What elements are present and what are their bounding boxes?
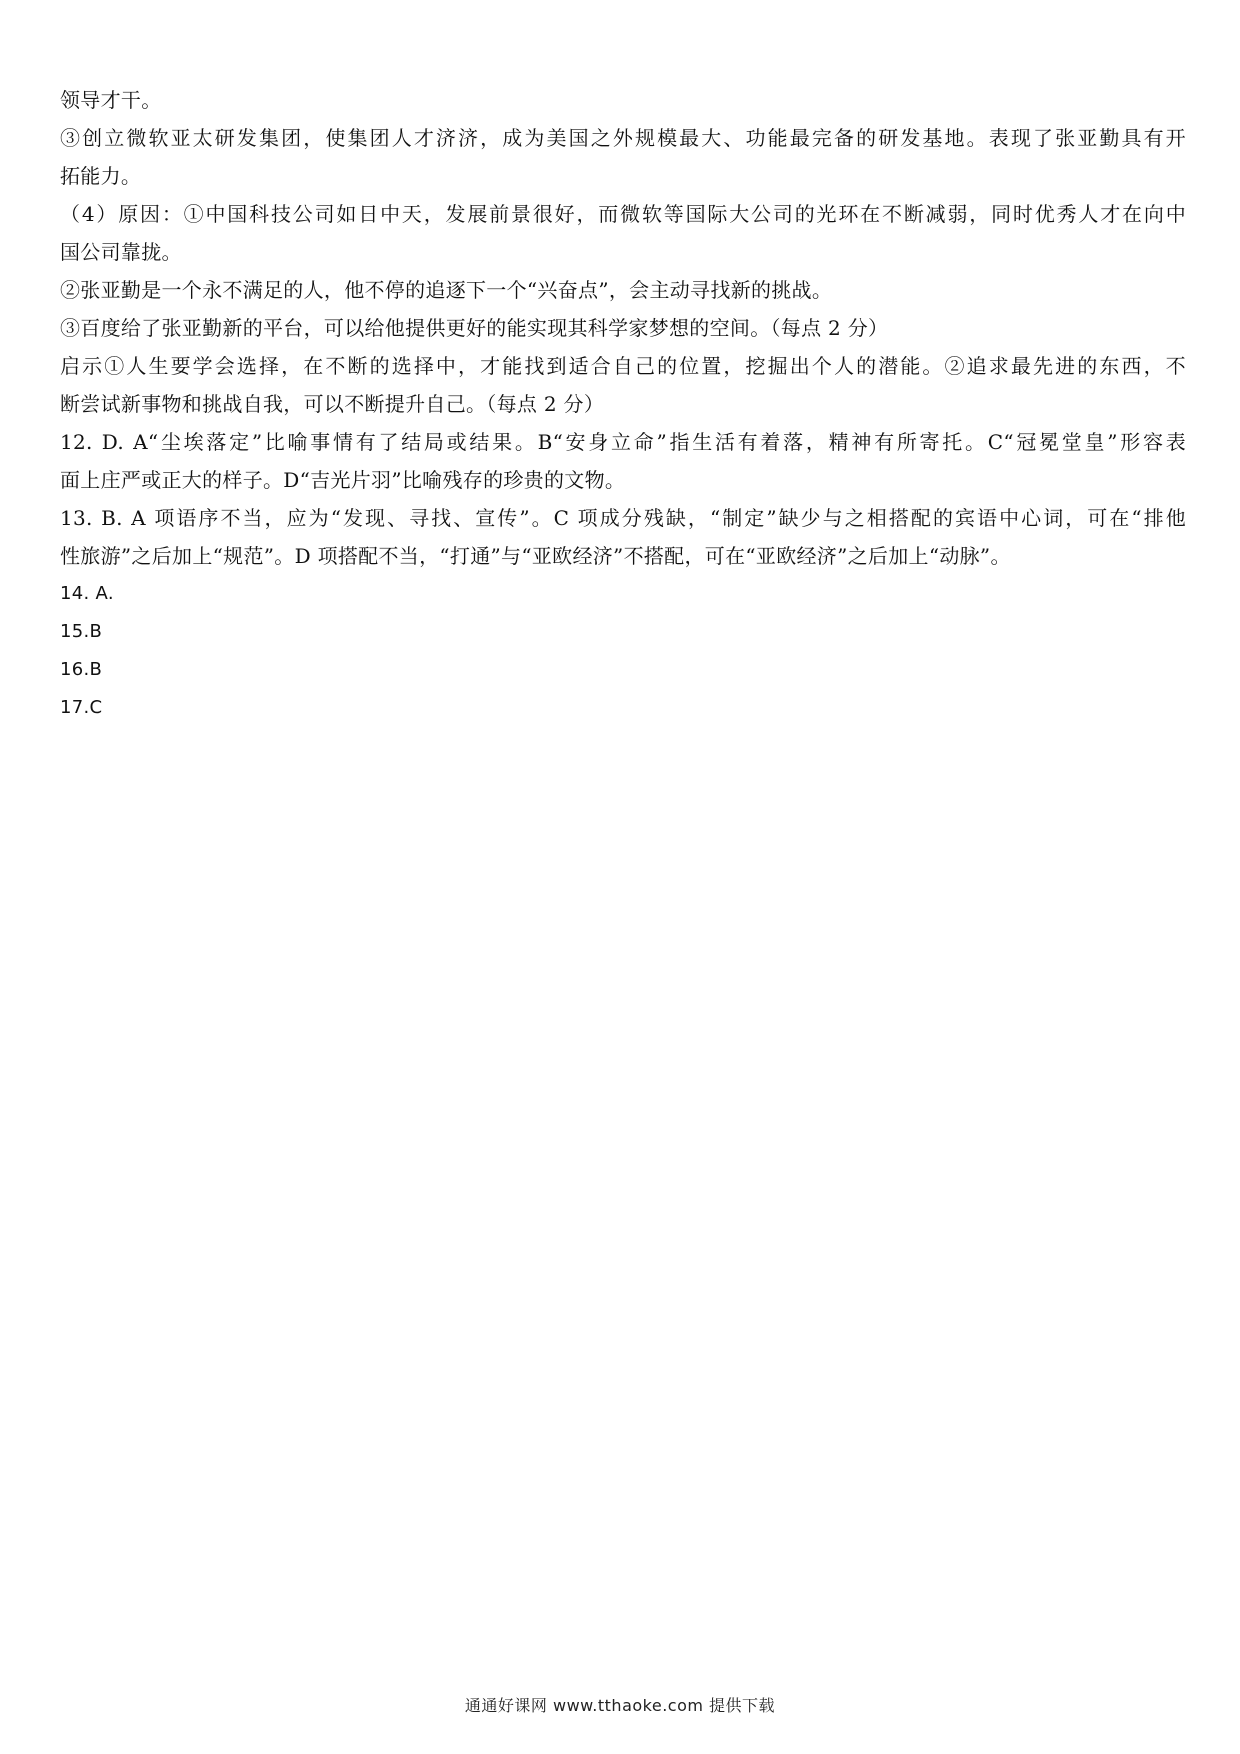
text-line-2: ③创立微软亚太研发集团，使集团人才济济，成为美国之外规模最大、功能最完备的研发基地。表现了张亚勤具有开 [60, 126, 1186, 150]
text-line-1: 领导才干。 [60, 88, 162, 112]
text-line-7: ③百度给了张亚勤新的平台，可以给他提供更好的能实现其科学家梦想的空间。（每点 2 分） [60, 316, 889, 340]
answer-15: 15.B [60, 621, 103, 642]
text-line-10: 12. D. A“尘埃落定”比喻事情有了结局或结果。B“安身立命”指生活有着落，精神有所寄托。C“冠冕堂皇”形容表 [60, 430, 1186, 454]
text-line-13: 性旅游”之后加上“规范”。D 项搭配不当，“打通”与“亚欧经济”不搭配，可在“亚欧经济”之后加上“动脉”。 [60, 544, 1011, 568]
answer-16: 16.B [60, 659, 103, 680]
text-line-4: （4）原因：①中国科技公司如日中天，发展前景很好，而微软等国际大公司的光环在不断减弱，同时优秀人才在向中 [60, 202, 1186, 226]
text-line-3: 拓能力。 [60, 164, 142, 188]
text-line-8: 启示①人生要学会选择，在不断的选择中，才能找到适合自己的位置，挖掘出个人的潜能。②追求最先进的东西，不 [60, 354, 1186, 378]
page-footer: 通通好课网 www.tthaoke.com 提供下载 [464, 1696, 776, 1715]
text-line-12: 13. B. A 项语序不当，应为“发现、寻找、宣传”。C 项成分残缺，“制定”缺少与之相搭配的宾语中心词，可在“排他 [60, 506, 1186, 530]
text-line-9: 断尝试新事物和挑战自我，可以不断提升自己。（每点 2 分） [60, 392, 605, 416]
answer-14: 14. A. [60, 583, 114, 604]
text-line-11: 面上庄严或正大的样子。D“吉光片羽”比喻残存的珍贵的文物。 [60, 468, 626, 492]
answer-text-block [60, 86, 1186, 732]
text-line-6: ②张亚勤是一个永不满足的人，他不停的追逐下一个“兴奋点”，会主动寻找新的挑战。 [60, 278, 833, 302]
text-line-5: 国公司靠拢。 [60, 240, 182, 264]
answer-17: 17.C [60, 697, 103, 718]
